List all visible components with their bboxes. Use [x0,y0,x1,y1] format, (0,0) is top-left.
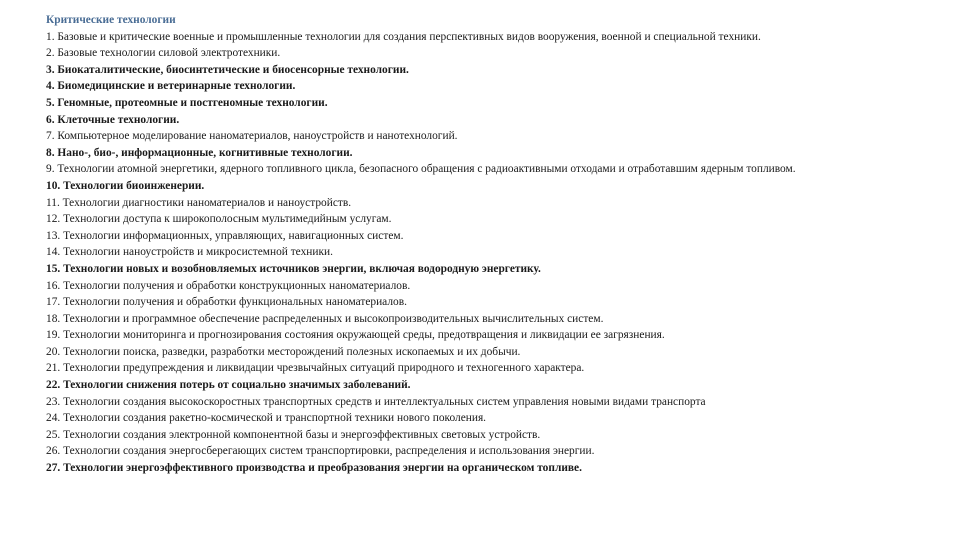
list-item: 16. Технологии получения и обработки конструкционных наноматериалов. [46,279,411,292]
list-item: 3. Биокаталитические, биосинтетические и биосенсорные технологии. [46,63,409,76]
list-item: 4. Биомедицинские и ветеринарные технологии. [46,80,296,93]
list-item: 14. Технологии наноустройств и микросистемной техники. [46,246,333,259]
list-item: 11. Технологии диагностики наноматериалов и наноустройств. [46,196,352,209]
list-item: 27. Технологии энергоэффективного производства и преобразования энергии на органическом топливе. [46,462,582,475]
list-item: 9. Технологии атомной энергетики, ядерного топливного цикла, безопасного обращения с радиоактивными отходами и отработавшим ядерным топливом. [46,163,796,176]
list-item: 7. Компьютерное моделирование наноматериалов, наноустройств и нанотехнологий. [46,130,458,143]
list-item: 2. Базовые технологии силовой электротехники. [46,47,281,60]
document-title: Критические технологии [46,14,176,26]
technology-list [46,29,926,477]
list-item: 12. Технологии доступа к широкополосным мультимедийным услугам. [46,213,392,226]
document-page [46,12,926,477]
list-item: 1. Базовые и критические военные и промышленные технологии для создания перспективных видов вооружения, военной и специальной техники. [46,30,761,43]
list-item: 21. Технологии предупреждения и ликвидации чрезвычайных ситуаций природного и техногенного характера. [46,362,585,375]
list-item: 15. Технологии новых и возобновляемых источников энергии, включая водородную энергетику. [46,262,541,275]
list-item: 10. Технологии биоинженерии. [46,179,205,192]
list-item: 26. Технологии создания энергосберегающих систем транспортировки, распределения и использования энергии. [46,445,595,458]
list-item: 8. Нано-, био-, информационные, когнитивные технологии. [46,146,353,159]
list-item: 23. Технологии создания высокоскоростных транспортных средств и интеллектуальных систем управления новыми видами транспорта [46,395,706,408]
list-item: 19. Технологии мониторинга и прогнозирования состояния окружающей среды, предотвращения и ликвидации ее загрязнения. [46,329,665,342]
list-item: 20. Технологии поиска, разведки, разработки месторождений полезных ископаемых и их добычи. [46,345,521,358]
list-item: 13. Технологии информационных, управляющих, навигационных систем. [46,229,404,242]
list-item: 24. Технологии создания ракетно-космической и транспортной техники нового поколения. [46,412,487,425]
list-item: 22. Технологии снижения потерь от социально значимых заболеваний. [46,379,411,392]
list-item: 25. Технологии создания электронной компонентной базы и энергоэффективных световых устройств. [46,428,541,441]
list-item: 5. Геномные, протеомные и постгеномные технологии. [46,96,328,109]
list-item: 17. Технологии получения и обработки функциональных наноматериалов. [46,296,407,309]
list-item: 18. Технологии и программное обеспечение распределенных и высокопроизводительных вычислительных систем. [46,312,604,325]
list-item: 6. Клеточные технологии. [46,113,180,126]
